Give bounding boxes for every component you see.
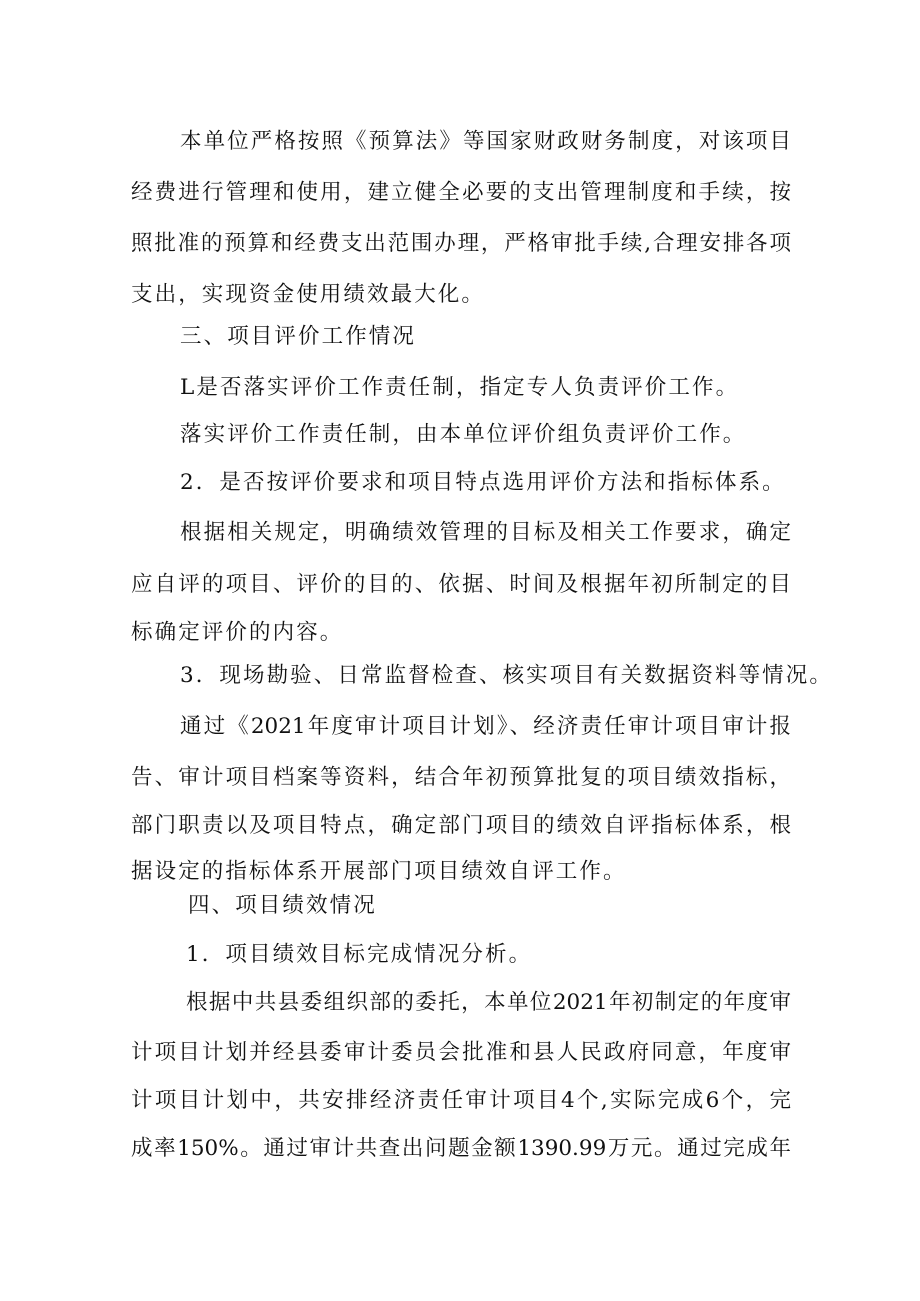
list-item-heading: 2．是否按评价要求和项目特点选用评价方法和指标体系。: [180, 470, 786, 495]
paragraph-line: 根据中共县委组织部的委托，本单位2021年初制定的年度审: [186, 990, 791, 1015]
paragraph-line: 支出，实现资金使用绩效最大化。: [131, 282, 486, 307]
list-item-heading: 3．现场勘验、日常监督检查、核实项目有关数据资料等情况。: [180, 663, 833, 688]
paragraph-line: L是否落实评价工作责任制，指定专人负责评价工作。: [180, 375, 740, 400]
paragraph-line: 本单位严格按照《预算法》等国家财政财务制度，对该项目: [180, 129, 791, 154]
paragraph-line: 经费进行管理和使用，建立健全必要的支出管理制度和手续，按: [131, 180, 791, 205]
paragraph-line: 落实评价工作责任制，由本单位评价组负责评价工作。: [180, 422, 747, 447]
section-heading: 四、项目绩效情况: [188, 893, 377, 918]
list-item-heading: 1．项目绩效目标完成情况分析。: [186, 942, 533, 967]
paragraph-line: 计项目计划并经县委审计委员会批准和县人民政府同意，年度审: [131, 1040, 791, 1065]
paragraph-line: 据设定的指标体系开展部门项目绩效自评工作。: [131, 859, 627, 884]
paragraph-line: 告、审计项目档案等资料，结合年初预算批复的项目绩效指标，: [131, 765, 791, 790]
section-heading: 三、项目评价工作情况: [180, 324, 417, 349]
paragraph-line: 成率150%。通过审计共查出问题金额1390.99万元。通过完成年: [131, 1136, 791, 1161]
paragraph-line: 部门职责以及项目特点，确定部门项目的绩效自评指标体系，根: [131, 813, 791, 838]
paragraph-line: 应自评的项目、评价的目的、依据、时间及根据年初所制定的目: [131, 572, 791, 597]
paragraph-line: 计项目计划中，共安排经济责任审计项目4个,实际完成6个，完: [131, 1088, 791, 1113]
paragraph-line: 照批准的预算和经费支出范围办理，严格审批手续,合理安排各项: [131, 231, 791, 256]
paragraph-line: 标确定评价的内容。: [131, 620, 344, 645]
paragraph-line: 通过《2021年度审计项目计划》、经济责任审计项目审计报: [180, 714, 791, 739]
paragraph-line: 根据相关规定，明确绩效管理的目标及相关工作要求，确定: [180, 520, 791, 545]
